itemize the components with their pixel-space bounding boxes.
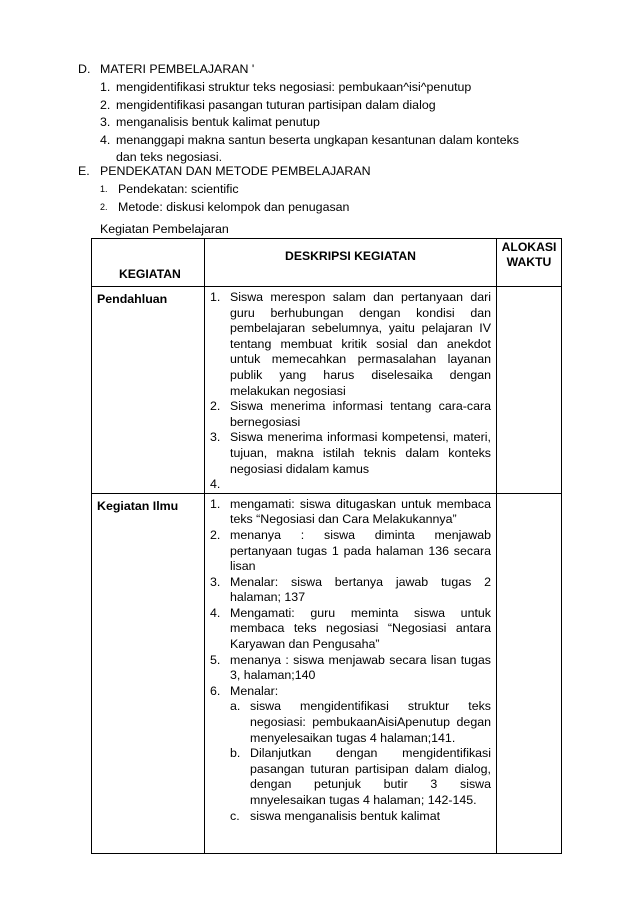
phase-description: [205, 287, 497, 494]
sub-list-item: c. siswa menganalisis bentuk kalimat: [230, 808, 441, 823]
list-item: 2. Metode: diskusi kelompok dan penugasan: [100, 200, 350, 214]
alokasi-cell: [497, 493, 562, 853]
activities-table: [91, 238, 562, 854]
header-deskripsi: DESKRIPSI KEGIATAN: [205, 239, 497, 287]
section-d-list: [100, 79, 540, 167]
list-item: 1. mengidentifikasi struktur teks negosiasi: pembukaan^isi^penutup: [100, 80, 472, 94]
phase-label: Pendahluan: [92, 287, 205, 494]
header-alokasi: ALOKASI WAKTU: [497, 239, 562, 287]
table-caption: Kegiatan Pembelajaran: [100, 222, 229, 236]
section-d-letter: D.: [78, 62, 91, 76]
list-item: 4.: [210, 477, 221, 492]
phase-description: [205, 493, 497, 853]
list-item: 3. Siswa menerima informasi kompetensi, materi, tujuan, makna istilah teknis dalam konteks negosiasi didalam kamus: [210, 430, 491, 476]
header-kegiatan: KEGIATAN: [92, 239, 205, 287]
section-d-title: MATERI PEMBELAJARAN ': [100, 62, 255, 76]
list-item: 2. menanya : siswa diminta menjawab pertanyaan tugas 1 pada halaman 136 secara lisan: [210, 527, 491, 574]
sub-list-item: b. Dilanjutkan dengan mengidentifikasi pasangan tuturan partisipan dalam dialog, dengan petunjuk butir 3 siswa mnyelesaikan tugas 4 halaman; 142-145.: [230, 746, 491, 807]
section-e-letter: E.: [78, 164, 90, 178]
list-item: 1. Siswa merespon salam dan pertanyaan dari guru berhubungan dengan kondisi dan pembelajaran sebelumnya, yaitu pelajaran IV tentang membuat kritik sosial dan anekdot untuk memecahkan permasalahan layanan publik yang harus diselesaika dengan melakukan negosiasi: [210, 290, 491, 398]
section-e-list: [100, 180, 540, 216]
list-item: 2. mengidentifikasi pasangan tuturan partisipan dalam dialog: [100, 97, 436, 112]
list-item: 1. mengamati: siswa ditugaskan untuk membaca teks “Negosiasi dan Cara Melakukannya”: [210, 496, 491, 527]
table-row: [92, 493, 562, 853]
phase-label: Kegiatan Ilmu: [92, 493, 205, 853]
list-item: 6. Menalar: a. siswa mengidentifikasi struktur teks negosiasi: pembukaanAisiApenutup degan menyelesaikan tugas 4 halaman;141. b. Dilanjutkan dengan mengidentifikasi pasangan tuturan partisipan dalam dialog, dengan petunjuk butir 3 siswa mnyelesaikan tugas 4 halaman; 142-145. c. siswa menganalisis bentuk kalimat: [210, 683, 491, 823]
list-item: 3. menganalisis bentuk kalimat penutup: [100, 115, 320, 129]
sub-list-item: a. siswa mengidentifikasi struktur teks negosiasi: pembukaanAisiApenutup degan menyelesaikan tugas 4 halaman;141.: [230, 699, 491, 745]
list-item: 4. Mengamati: guru meminta siswa untuk membaca teks negosiasi “Negosiasi antara Karyawan dan Pengusaha”: [210, 605, 491, 652]
list-item: 3. Menalar: siswa bertanya jawab tugas 2 halaman; 137: [210, 574, 491, 605]
table-row: [92, 287, 562, 494]
list-item: 4. menanggapi makna santun beserta ungkapan kesantunan dalam konteks dan teks negosiasi.: [100, 132, 519, 164]
list-item: 1. Pendekatan: scientific: [100, 182, 239, 196]
alokasi-cell: [497, 287, 562, 494]
section-e-title: PENDEKATAN DAN METODE PEMBELAJARAN: [100, 164, 371, 178]
table-header-row: [92, 239, 562, 287]
list-item: 2. Siswa menerima informasi tentang cara-cara bernegosiasi: [210, 399, 491, 429]
list-item: 5. menanya : siswa menjawab secara lisan tugas 3, halaman;140: [210, 652, 491, 683]
